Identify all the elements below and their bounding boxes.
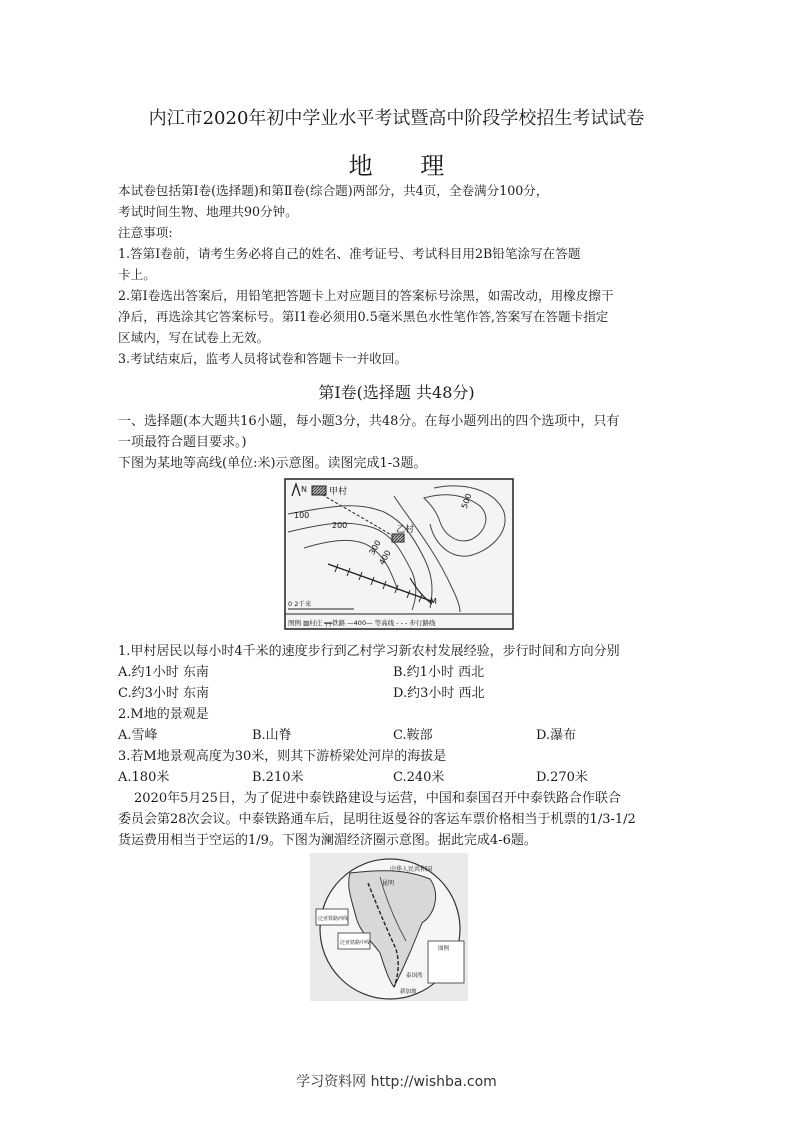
point-m-label: M <box>430 597 437 606</box>
note-line: 净后，再选涂其它答案标号。第I1卷必须用0.5毫米黑色水性笔作答,答案写在答题卡指定 <box>118 309 609 324</box>
option-2b: B.山脊 <box>252 728 292 743</box>
singapore-label: 新加坡 <box>400 989 417 995</box>
central-line-label: 泛亚铁路中线 <box>340 940 371 946</box>
section-title: 第I卷(选择题 共48分) <box>318 383 475 402</box>
scale-label: 0 2千米 <box>288 600 312 608</box>
question-2: 2.M地的景观是 <box>118 707 209 722</box>
exam-title: 内江市2020年初中学业水平考试暨高中阶段学校招生考试试卷 <box>148 108 645 129</box>
option-2c: C.鞍部 <box>393 728 433 743</box>
notes-title: 注意事项: <box>118 225 173 240</box>
option-2d: D.瀑布 <box>536 728 577 743</box>
footer-watermark[interactable]: 学习资料网 http://wishba.com <box>296 1074 497 1090</box>
passage-line: 货运费用相当于空运的1/9。下图为澜湄经济圈示意图。据此完成4-6题。 <box>118 833 537 848</box>
village-b-label: 乙村 <box>396 525 415 535</box>
option-3a: A.180米 <box>118 770 170 785</box>
country-label: 中华人民共和国 <box>390 866 433 873</box>
option-1a: A.约1小时 东南 <box>118 665 209 680</box>
village-b-marker <box>392 534 404 542</box>
mekong-map <box>310 853 468 1001</box>
contour-label: 300 <box>367 538 383 557</box>
mekong-map-svg <box>310 853 468 1001</box>
figure-lead: 下图为某地等高线(单位:米)示意图。读图完成1-3题。 <box>118 456 427 471</box>
option-1b: B.约1小时 西北 <box>393 665 485 680</box>
map-frame <box>285 479 513 629</box>
option-3b: B.210米 <box>252 770 304 785</box>
map-legend: 图例 ▨村庄 ╤╤铁路 —400— 等高线 - - - 步行路线 <box>288 619 436 627</box>
question-1: 1.甲村居民以每小时4千米的速度步行到乙村学习新农村发展经验，步行时间和方向分别 <box>118 644 620 659</box>
city-label: 昆明 <box>382 880 395 887</box>
question-3: 3.若M地景观高度为30米，则其下游桥梁处河岸的海拔是 <box>118 749 447 764</box>
option-3c: C.240米 <box>393 770 445 785</box>
passage-line: 2020年5月25日，为了促进中泰铁路建设与运营，中国和泰国召开中泰铁路合作联合 <box>134 791 621 806</box>
legend-title: 图例 <box>438 946 450 952</box>
contour-label: 200 <box>332 521 348 530</box>
note-line: 区域内，写在试卷上无效。 <box>118 330 270 345</box>
contour-label: 500 <box>459 492 474 510</box>
contour-map <box>284 478 514 630</box>
option-1c: C.约3小时 东南 <box>118 686 210 701</box>
contour-label: 100 <box>294 511 310 520</box>
gulf-label: 泰国湾 <box>406 973 423 979</box>
note-line: 1.答第Ⅰ卷前，请考生务必将自己的姓名、准考证号、考试科目用2B铅笔涂写在答题 <box>118 246 581 261</box>
instruction-line: 一项最符合题目要求。) <box>118 435 247 450</box>
option-1d: D.约3小时 西北 <box>393 686 485 701</box>
passage-line: 委员会第28次会议。中泰铁路通车后，昆明往返曼谷的客运车票价格相当于机票的1/3-1/2 <box>118 812 636 827</box>
note-line: 2.第Ⅰ卷选出答案后，用铅笔把答题卡上对应题目的答案标号涂黑，如需改动，用橡皮擦干 <box>118 288 614 303</box>
contour-map-svg <box>284 478 514 630</box>
note-line: 卡上。 <box>118 267 156 282</box>
option-2a: A.雪峰 <box>118 728 158 743</box>
subject-title: 地 理 <box>348 152 465 180</box>
north-label: N <box>301 485 307 494</box>
option-3d: D.270米 <box>536 770 588 785</box>
village-a-label: 甲村 <box>329 487 348 497</box>
village-a-marker <box>312 486 326 495</box>
note-line: 3.考试结束后，监考人员将试卷和答题卡一并收回。 <box>118 351 408 366</box>
intro-line: 本试卷包括第I卷(选择题)和第Ⅱ卷(综合题)两部分，共4页，全卷满分100分， <box>118 183 549 198</box>
instruction-line: 一、选择题(本大题共16小题，每小题3分，共48分。在每小题列出的四个选项中，只有 <box>118 414 620 429</box>
west-line-label: 泛亚铁路西线 <box>318 916 349 922</box>
intro-line: 考试时间生物、地理共90分钟。 <box>118 204 298 219</box>
contour-label: 400 <box>377 548 393 567</box>
